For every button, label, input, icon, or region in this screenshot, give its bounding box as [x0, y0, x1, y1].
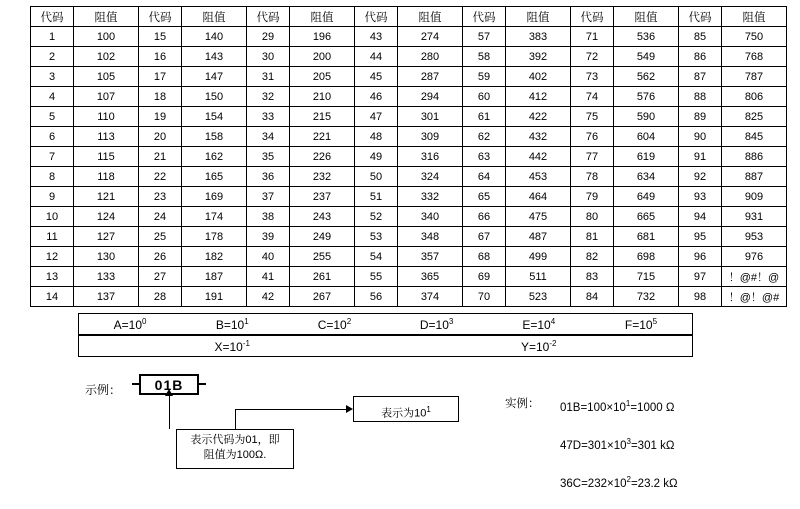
cell-value: 931 [722, 207, 787, 227]
column-header-code-1: 代码 [31, 7, 74, 27]
cell-value: 590 [614, 107, 679, 127]
table-header [31, 7, 787, 27]
legend-item-positive-4 [488, 317, 590, 332]
cell-code: 10 [31, 207, 74, 227]
cell-value: 200 [290, 47, 355, 67]
cell-value: 324 [398, 167, 463, 187]
cell-code: 34 [247, 127, 290, 147]
column-header-value-7: 阻值 [722, 7, 787, 27]
cell-code: 17 [139, 67, 182, 87]
table-row [31, 67, 787, 87]
cell-value: 634 [614, 167, 679, 187]
cell-code: 51 [355, 187, 398, 207]
cell-value: 665 [614, 207, 679, 227]
cell-code: 56 [355, 287, 398, 307]
cell-code: 18 [139, 87, 182, 107]
cell-value: 383 [506, 27, 571, 47]
legend-base: X=10 [214, 339, 243, 354]
cell-code: 91 [679, 147, 722, 167]
cell-code: 25 [139, 227, 182, 247]
cell-code: 9 [31, 187, 74, 207]
legend-exponent: 3 [448, 316, 454, 326]
cell-code: 12 [31, 247, 74, 267]
connector-arrow-up [165, 389, 173, 396]
cell-code: 6 [31, 127, 74, 147]
legend-base: D=10 [419, 317, 449, 332]
cell-value: 953 [722, 227, 787, 247]
cell-value: 511 [506, 267, 571, 287]
table-row [31, 107, 787, 127]
cell-code: 31 [247, 67, 290, 87]
callout-left [176, 429, 294, 469]
legend-base: A=10 [113, 317, 143, 332]
cell-code: 57 [463, 27, 506, 47]
worked-example-result: =1000 Ω [630, 401, 675, 414]
column-header-code-2: 代码 [139, 7, 182, 27]
cell-value: 732 [614, 287, 679, 307]
cell-value: 768 [722, 47, 787, 67]
cell-code: 16 [139, 47, 182, 67]
cell-code: 4 [31, 87, 74, 107]
table-row [31, 247, 787, 267]
cell-value: 294 [398, 87, 463, 107]
legend-item-positive-5 [590, 317, 692, 332]
cell-value: 357 [398, 247, 463, 267]
cell-value: 221 [290, 127, 355, 147]
cell-code: 59 [463, 67, 506, 87]
cell-code: 87 [679, 67, 722, 87]
column-header-code-5: 代码 [463, 7, 506, 27]
cell-code: 65 [463, 187, 506, 207]
cell-value: 210 [290, 87, 355, 107]
chip-code-box: 01B [139, 374, 199, 395]
cell-value: 442 [506, 147, 571, 167]
cell-code: 11 [31, 227, 74, 247]
table-row [31, 167, 787, 187]
cell-value: 604 [614, 127, 679, 147]
cell-value: 215 [290, 107, 355, 127]
resistance-code-table-wrapper [30, 6, 780, 307]
cell-value: 182 [182, 247, 247, 267]
cell-value: 392 [506, 47, 571, 67]
cell-code: 60 [463, 87, 506, 107]
cell-code: 61 [463, 107, 506, 127]
cell-code: 92 [679, 167, 722, 187]
legend-base: F=10 [624, 317, 653, 332]
cell-code: 68 [463, 247, 506, 267]
cell-value: 845 [722, 127, 787, 147]
cell-value: 121 [74, 187, 139, 207]
cell-value: 232 [290, 167, 355, 187]
table-row [31, 287, 787, 307]
connector-to-right-callout-horizontal [235, 409, 347, 410]
cell-code: 67 [463, 227, 506, 247]
cell-code: 2 [31, 47, 74, 67]
cell-code: 32 [247, 87, 290, 107]
column-header-code-6: 代码 [571, 7, 614, 27]
cell-code: 22 [139, 167, 182, 187]
table-row [31, 207, 787, 227]
worked-examples-title: 实例： [505, 398, 540, 410]
cell-value: 340 [398, 207, 463, 227]
cell-value: 274 [398, 27, 463, 47]
cell-value: 698 [614, 247, 679, 267]
cell-code: 81 [571, 227, 614, 247]
legend-item-positive-0 [79, 317, 181, 332]
cell-code: 40 [247, 247, 290, 267]
cell-value: 909 [722, 187, 787, 207]
cell-value: 499 [506, 247, 571, 267]
callout-right [353, 396, 459, 422]
cell-value: 464 [506, 187, 571, 207]
worked-example-line-0 [560, 396, 678, 416]
cell-value: 174 [182, 207, 247, 227]
cell-value: ！@！@# [722, 287, 787, 307]
cell-value: 205 [290, 67, 355, 87]
legend-exponent: -2 [549, 338, 557, 348]
cell-code: 21 [139, 147, 182, 167]
cell-code: 33 [247, 107, 290, 127]
worked-example-exponent: 3 [626, 436, 631, 446]
cell-code: 1 [31, 27, 74, 47]
cell-code: 8 [31, 167, 74, 187]
legend-exponent: 4 [550, 316, 556, 326]
table-row [31, 267, 787, 287]
cell-code: 88 [679, 87, 722, 107]
cell-code: 72 [571, 47, 614, 67]
cell-value: 143 [182, 47, 247, 67]
column-header-value-4: 阻值 [398, 7, 463, 27]
cell-code: 54 [355, 247, 398, 267]
cell-code: 3 [31, 67, 74, 87]
cell-value: 348 [398, 227, 463, 247]
cell-code: 89 [679, 107, 722, 127]
cell-code: 82 [571, 247, 614, 267]
cell-code: 93 [679, 187, 722, 207]
connector-right-callout-vertical [235, 409, 236, 429]
cell-code: 26 [139, 247, 182, 267]
cell-code: 55 [355, 267, 398, 287]
cell-value: 243 [290, 207, 355, 227]
cell-value: 750 [722, 27, 787, 47]
cell-value: 886 [722, 147, 787, 167]
cell-value: 261 [290, 267, 355, 287]
cell-code: 15 [139, 27, 182, 47]
cell-value: 681 [614, 227, 679, 247]
cell-value: 118 [74, 167, 139, 187]
cell-code: 23 [139, 187, 182, 207]
worked-example-exponent: 2 [626, 474, 631, 484]
callout-left-line1: 表示代码为01，即 [190, 434, 280, 446]
cell-value: 165 [182, 167, 247, 187]
column-header-value-5: 阻值 [506, 7, 571, 27]
cell-code: 44 [355, 47, 398, 67]
chip-lead-left [132, 383, 139, 385]
cell-code: 5 [31, 107, 74, 127]
cell-value: 110 [74, 107, 139, 127]
cell-value: 154 [182, 107, 247, 127]
cell-value: 100 [74, 27, 139, 47]
cell-value: 619 [614, 147, 679, 167]
legend-exponent: -1 [242, 338, 250, 348]
cell-code: 76 [571, 127, 614, 147]
callout-right-exponent: 1 [426, 405, 431, 414]
cell-value: 226 [290, 147, 355, 167]
cell-value: 124 [74, 207, 139, 227]
cell-code: 27 [139, 267, 182, 287]
cell-code: 73 [571, 67, 614, 87]
cell-code: 83 [571, 267, 614, 287]
cell-code: 38 [247, 207, 290, 227]
legend-exponent: 0 [142, 316, 147, 326]
legend-exponent: 5 [652, 316, 658, 326]
cell-value: 280 [398, 47, 463, 67]
column-header-value-3: 阻值 [290, 7, 355, 27]
cell-value: 113 [74, 127, 139, 147]
cell-value: 237 [290, 187, 355, 207]
table-row [31, 47, 787, 67]
resistance-code-table [30, 6, 787, 307]
cell-code: 97 [679, 267, 722, 287]
cell-code: 77 [571, 147, 614, 167]
cell-code: 98 [679, 287, 722, 307]
cell-value: 649 [614, 187, 679, 207]
cell-value: 562 [614, 67, 679, 87]
column-header-value-2: 阻值 [182, 7, 247, 27]
cell-value: 158 [182, 127, 247, 147]
cell-value: 249 [290, 227, 355, 247]
cell-code: 86 [679, 47, 722, 67]
cell-code: 36 [247, 167, 290, 187]
cell-code: 24 [139, 207, 182, 227]
cell-value: 105 [74, 67, 139, 87]
column-header-code-4: 代码 [355, 7, 398, 27]
cell-value: 162 [182, 147, 247, 167]
cell-value: 102 [74, 47, 139, 67]
cell-value: 115 [74, 147, 139, 167]
cell-code: 41 [247, 267, 290, 287]
column-header-value-1: 阻值 [74, 7, 139, 27]
table-row [31, 27, 787, 47]
cell-code: 43 [355, 27, 398, 47]
cell-value: 309 [398, 127, 463, 147]
cell-value: 787 [722, 67, 787, 87]
cell-code: 69 [463, 267, 506, 287]
worked-example-expression: 01B=100×10 [560, 401, 626, 414]
cell-value: 475 [506, 207, 571, 227]
cell-code: 96 [679, 247, 722, 267]
legend-item-positive-3 [386, 317, 488, 332]
column-header-code-3: 代码 [247, 7, 290, 27]
cell-value: 374 [398, 287, 463, 307]
worked-example-result: =301 kΩ [630, 439, 675, 452]
legend-exponent: 1 [244, 316, 249, 326]
cell-code: 19 [139, 107, 182, 127]
cell-value: 412 [506, 87, 571, 107]
cell-value: 127 [74, 227, 139, 247]
table-row [31, 87, 787, 107]
cell-value: 887 [722, 167, 787, 187]
cell-value: 365 [398, 267, 463, 287]
table-body [31, 27, 787, 307]
cell-value: 267 [290, 287, 355, 307]
cell-code: 39 [247, 227, 290, 247]
cell-code: 35 [247, 147, 290, 167]
worked-example-exponent: 1 [625, 399, 631, 408]
worked-example-expression: 47D=301×10 [560, 439, 627, 452]
cell-value: 453 [506, 167, 571, 187]
legend-item-negative-1 [386, 339, 693, 354]
cell-value: 432 [506, 127, 571, 147]
legend-item-positive-1 [181, 317, 283, 332]
cell-code: 45 [355, 67, 398, 87]
callout-right-text: 表示为10 [381, 407, 427, 420]
cell-value: 523 [506, 287, 571, 307]
cell-value: 301 [398, 107, 463, 127]
cell-code: 95 [679, 227, 722, 247]
cell-value: 976 [722, 247, 787, 267]
worked-example-line-1 [560, 434, 678, 454]
cell-code: 79 [571, 187, 614, 207]
cell-value: 316 [398, 147, 463, 167]
cell-value: 140 [182, 27, 247, 47]
cell-code: 90 [679, 127, 722, 147]
cell-value: 536 [614, 27, 679, 47]
callout-left-line2: 阻值为100Ω. [203, 449, 267, 461]
table-row [31, 127, 787, 147]
cell-code: 50 [355, 167, 398, 187]
cell-code: 20 [139, 127, 182, 147]
cell-value: 196 [290, 27, 355, 47]
table-row [31, 147, 787, 167]
cell-code: 58 [463, 47, 506, 67]
cell-value: 137 [74, 287, 139, 307]
cell-code: 47 [355, 107, 398, 127]
cell-value: 825 [722, 107, 787, 127]
cell-value: 487 [506, 227, 571, 247]
cell-code: 52 [355, 207, 398, 227]
cell-code: 74 [571, 87, 614, 107]
exponent-legend-negative [78, 335, 693, 357]
cell-value: 191 [182, 287, 247, 307]
connector-arrow-right [346, 405, 353, 413]
worked-example-result: =23.2 kΩ [630, 477, 678, 490]
cell-code: 75 [571, 107, 614, 127]
cell-code: 63 [463, 147, 506, 167]
cell-code: 84 [571, 287, 614, 307]
cell-code: 78 [571, 167, 614, 187]
cell-code: 13 [31, 267, 74, 287]
cell-code: 49 [355, 147, 398, 167]
cell-value: 287 [398, 67, 463, 87]
column-header-code-7: 代码 [679, 7, 722, 27]
table-header-row [31, 7, 787, 27]
legend-item-negative-0 [79, 339, 386, 354]
table-row [31, 227, 787, 247]
table-row [31, 187, 787, 207]
cell-code: 94 [679, 207, 722, 227]
legend-base: E=10 [522, 317, 551, 332]
cell-value: 107 [74, 87, 139, 107]
chip-lead-right [199, 383, 206, 385]
cell-value: 576 [614, 87, 679, 107]
cell-code: 70 [463, 287, 506, 307]
column-header-value-6: 阻值 [614, 7, 679, 27]
cell-value: 133 [74, 267, 139, 287]
cell-value: 422 [506, 107, 571, 127]
cell-value: 150 [182, 87, 247, 107]
cell-code: 30 [247, 47, 290, 67]
exponent-legend-positive [78, 313, 693, 335]
cell-code: 71 [571, 27, 614, 47]
cell-code: 53 [355, 227, 398, 247]
cell-code: 48 [355, 127, 398, 147]
cell-value: 255 [290, 247, 355, 267]
cell-value: 187 [182, 267, 247, 287]
cell-code: 64 [463, 167, 506, 187]
cell-value: 332 [398, 187, 463, 207]
cell-code: 66 [463, 207, 506, 227]
cell-code: 37 [247, 187, 290, 207]
connector-chip-to-left-callout-vertical [169, 395, 170, 429]
cell-code: 85 [679, 27, 722, 47]
legend-item-positive-2 [283, 317, 385, 332]
legend-base: B=10 [215, 317, 245, 332]
example-label: 示例： [85, 383, 122, 397]
worked-examples-list [560, 396, 678, 509]
cell-code: 28 [139, 287, 182, 307]
cell-code: 46 [355, 87, 398, 107]
cell-value: 806 [722, 87, 787, 107]
cell-value: 402 [506, 67, 571, 87]
cell-value: 169 [182, 187, 247, 207]
cell-code: 42 [247, 287, 290, 307]
cell-value: ！@#！@ [722, 267, 787, 287]
cell-value: 549 [614, 47, 679, 67]
cell-code: 80 [571, 207, 614, 227]
legend-base: Y=10 [521, 339, 550, 354]
worked-example-expression: 36C=232×10 [560, 477, 627, 490]
cell-value: 130 [74, 247, 139, 267]
cell-value: 178 [182, 227, 247, 247]
cell-value: 715 [614, 267, 679, 287]
legend-base: C=10 [317, 317, 347, 332]
cell-code: 29 [247, 27, 290, 47]
cell-code: 7 [31, 147, 74, 167]
cell-code: 62 [463, 127, 506, 147]
cell-code: 14 [31, 287, 74, 307]
cell-value: 147 [182, 67, 247, 87]
legend-exponent: 2 [346, 316, 352, 326]
